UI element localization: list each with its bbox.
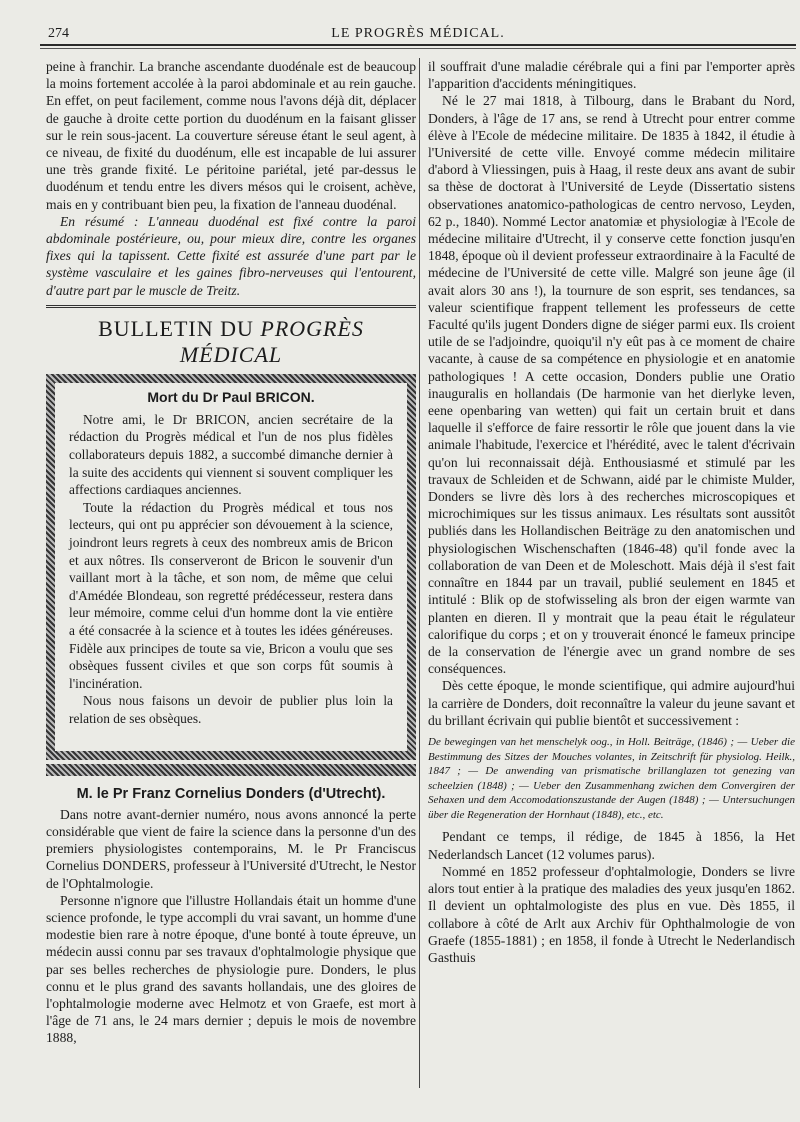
right-paragraph-2: Né le 27 mai 1818, à Tilbourg, dans le Brabant du Nord, Donders, à l'âge de 17 ans, se rend à Utrecht pour entrer comme élève à l'Ecole de médecine militaire. De 1835 à 1842, il étudie à l'Université de cette ville. Envoyé comme médecin militaire d'abord à Vliessingen, puis à Haag, il reste deux ans avant de subir sa thèse de doctorat à l'Université de Leyde (Dissertatio sistens observationes anatomico-pathologicas de centro nervoso, Leyden, 62 p., 1840). Nommé Lector anatomiæ et physiologiæ à l'Ecole de médecine militaire d'Utrecht, il y conserve cette fonction jusqu'en 1848, époque où il devient professeur extraordinaire à la Faculté de médecine de l'Université de cette ville. Malgré son jeune âge (il avait alors 30 ans !), la tournure de son esprit, ses tendances, sa valeur scientifique frappent tellement les professeurs de cette Faculté qu'ils jugent Donders digne de siéger parmi eux. Ils croient utile de se l'adjoindre, quoiqu'il n'y eût pas à ce moment de chaire vacante, à cause de sa compétence en physiologie et en anatomie pathologiques ! A cette occasion, Donders publie une Oratio inauguralis en hollandais (De harmonie van het dierlyke leven, eene openbaring van wetten) qui fait un certain bruit et dans laquelle il s'efforce de faire ressortir le rôle que jouent dans la vie animale l'habitude, l'exercice et l'hérédité, avec le talent d'écrivain qu'on lui reconnaissait déjà. Enthousiasmé et stimulé par les travaux de Schleiden et de Schwann, aidé par le chimiste Mulder, Donders se livre dès lors à des recherches microscopiques et microchimiques sur les tissus animaux. Les résultats sont aussitôt publiés dans les Hollandischen Beiträge zu den anatomischen und physiologischen Wischenschaften (1846-48) qu'il fonde avec la collaboration de van Deen et de Moleschott. Mais déjà il s'est fait connaître en 1844 par un travail, publié seulement en 1845 et intitulé : Blik op de stofwisseling als bron der eigen warmte van planten en dieren. Il y montrait que la peau était le régulateur calorifique du corps ; et on y trouverait énoncé le fameux principe de la conservation de l'énergie avec un grand nombre de ses conséquences. [428, 93, 795, 677]
donders-paragraph-1: Dans notre avant-dernier numéro, nous avons annoncé la perte considérable que vient de faire la science dans la personne d'un des premiers physiologistes contemporains, M. le Pr Franciscus Cornelius DONDERS, professeur à l'Université d'Utrecht, le Nestor de l'Ophtalmologie. [46, 806, 416, 891]
header-rule [40, 48, 796, 49]
right-paragraph-1: il souffrait d'une maladie cérébrale qui a fini par l'emporter après l'apparition d'accidents méningitiques. [428, 59, 795, 92]
obituary-title: Mort du Dr Paul BRICON. [147, 388, 315, 405]
bibliography-list: De bewegingen van het menschelyk oog., in Holl. Beiträge, (1846) ; — Ueber die Bestimmung des Sitzes der Mouches volantes, in Zeitschrift für physiolog. Heilk., 1847 ; — De anwending van prismatische brillanglazen tot genezing van scheelzien (1848) ; — Ueber den Zusammenhang zwichen dem Convergiren der Sehaxen und dem Accomodationszustande der Augen (1848) ; — Untersuchungen über die Regeneration der Hornhaut (1848), etc., etc. [428, 735, 795, 821]
right-paragraph-3: Dès cette époque, le monde scientifique, qui admire aujourd'hui la carrière de Donders, doit reconnaître la valeur du jeune savant et du brillant écrivain qui publie bientôt et successivement : [428, 678, 795, 728]
donders-paragraph-2: Personne n'ignore que l'illustre Hollandais était un homme d'une science profonde, le type accompli du vrai savant, un homme d'une modestie bien rare à notre époque, d'une bonté à toute épreuve, un médecin aussi connu par ses travaux d'ophtalmologie physique que par ses belles recherches de physiologie pure. Donders, le plus connu et le plus grand des savants hollandais, une des gloires de l'ophtalmologie moderne avec Helmotz et von Graefe, est mort à l'âge de 71 ans, le 24 mars dernier ; depuis le mois de novembre 1888, [46, 892, 416, 1046]
right-column [428, 58, 795, 966]
obituary-box [46, 374, 416, 760]
section-rule [46, 305, 416, 308]
running-header [40, 26, 796, 46]
right-paragraph-4: Pendant ce temps, il rédige, de 1845 à 1856, la Het Nederlandsch Lancet (12 volumes parus). [428, 829, 795, 862]
journal-title: LE PROGRÈS MÉDICAL. [331, 26, 505, 41]
left-column [46, 58, 416, 1047]
intro-paragraph-2: En résumé : L'anneau duodénal est fixé contre la paroi abdominale postérieure, ou, pour mieux dire, contre les organes fixes qui la tapissent. Cette fixité est assurée d'une part par le système vasculaire et les gaines fibro-nerveuses qui l'entourent, d'autre part par le muscle de Treitz. [46, 213, 416, 298]
bulletin-heading-b: PROGRÈS MÉDICAL [179, 315, 364, 367]
bulletin-heading-a: BULLETIN DU [98, 315, 261, 341]
hatched-divider [46, 764, 416, 776]
page-number: 274 [48, 26, 69, 41]
obituary-paragraph-3: Nous nous faisons un devoir de publier plus loin la relation de ses obsèques. [69, 693, 393, 726]
column-divider [419, 58, 420, 1088]
right-paragraph-5: Nommé en 1852 professeur d'ophtalmologie, Donders se livre alors tout entier à la pratique des maladies des yeux jusqu'en 1862. Il devient un ophtalmologiste des plus en vue. Dès 1855, il collabore à côté de Arlt aux Archiv für Ophthalmologie de von Graefe (1855-1881) ; en 1858, il fonde à Utrecht le Nederlandisch Gasthuis [428, 863, 795, 965]
obituary-paragraph-2: Toute la rédaction du Progrès médical et tous nos lecteurs, qui ont pu apprécier son dévouement à la science, joindront leurs regrets à ceux des nombreux amis de Bricon et aux nôtres. Ils conserveront de Bricon le souvenir d'un vaillant mort à la tâche, et son nom, de même que celui d'Amédée Blondeau, son regretté prédécesseur, restera dans leur mémoire, comme celui d'un homme dont la vie entière a été consacrée à la science et à toutes les idées généreuses. Fidèle aux principes de toute sa vie, Bricon a voulu que ses obsèques fussent civiles et que son corps fût soumis à l'incinération. [69, 499, 393, 691]
intro-paragraph-1: peine à franchir. La branche ascendante duodénale est de beaucoup la moins fortement accolée à la paroi abdominale et au rein gauche. En effet, on peut facilement, comme nous l'avons déjà dit, déplacer de gauche à droite cette portion du duodénum en la faisant glisser sur le rein sous-jacent. La couverture séreuse étant le seul agent, à ce niveau, de fixité du duodénum, elle est incapable de lui assurer une très grande fixité. Le péritoine pariétal, jeté par-dessus le duodénum et tendu entre les divers mésos qui le croisent, achève, mais en y contribuant bien peu, la fixation de l'anneau duodénal. [46, 59, 416, 212]
obituary-paragraph-1: Notre ami, le Dr BRICON, ancien secrétaire de la rédaction du Progrès médical et l'un de nos plus fidèles collaborateurs depuis 1882, a succombé dimanche dernier à la suite des accidents qui viennent si souvent compliquer les affections cardiaques anciennes. [69, 411, 393, 498]
donders-section-title: M. le Pr Franz Cornelius Donders (d'Utrecht). [76, 785, 386, 802]
bulletin-heading [46, 316, 416, 368]
